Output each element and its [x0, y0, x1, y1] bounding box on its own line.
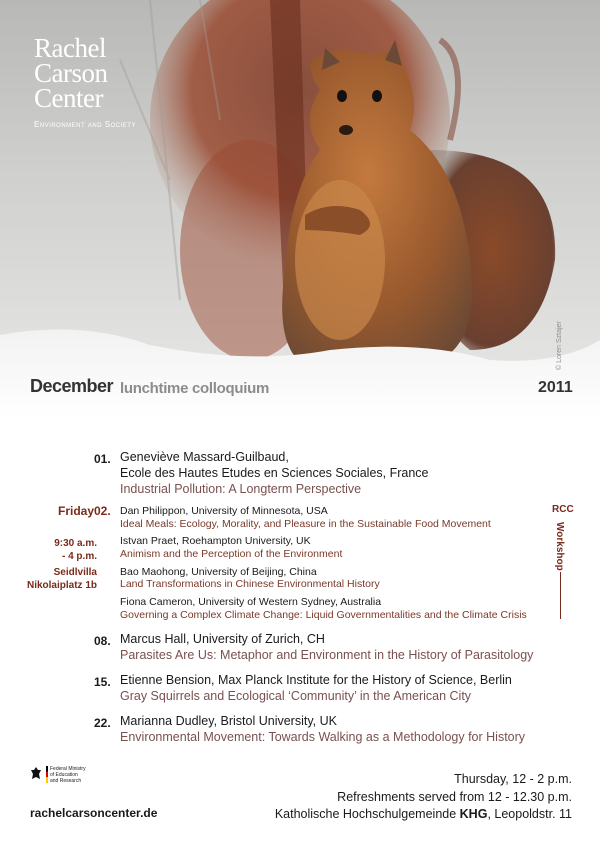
event-date: 22. [94, 716, 111, 730]
workshop-venue-address: Nikolaiplatz 1b [26, 580, 97, 591]
logo-line-3: Center [34, 83, 103, 113]
ministry-name [50, 766, 120, 784]
event-speaker: Etienne Bension, Max Planck Institute for the History of Science, Berlin [120, 673, 512, 687]
workshop-speaker: Istvan Praet, Roehampton University, UK [120, 535, 311, 547]
workshop-bracket-line [560, 572, 561, 619]
workshop-talk-title: Land Transformations in Chinese Environmental History [120, 578, 380, 590]
venue-address [275, 807, 572, 821]
workshop-date: 02. [94, 504, 111, 518]
workshop-talk-title: Ideal Meals: Ecology, Morality, and Pleasure in the Sustainable Food Movement [120, 518, 491, 530]
title-month: December [30, 376, 114, 396]
workshop-talk-title: Governing a Complex Climate Change: Liquid Governmentalities and the Climate Crisis [120, 609, 527, 621]
venue-suffix: , Leopoldstr. 11 [487, 807, 572, 821]
logo-subtitle: Environment and Society [34, 120, 136, 129]
workshop-speaker: Bao Maohong, University of Beijing, China [120, 566, 317, 578]
rcc-logo [34, 33, 136, 129]
ministry-line: Federal Ministry [50, 766, 86, 772]
ministry-line: and Research [50, 778, 82, 784]
workshop-speaker: Dan Philippon, University of Minnesota, USA [120, 505, 328, 517]
workshop-venue-name: Seidlvilla [53, 567, 97, 578]
workshop-talk-title: Animism and the Perception of the Environment [120, 548, 343, 560]
workshop-day: Friday [58, 504, 95, 518]
workshop-speaker: Fiona Cameron, University of Western Sydney, Australia [120, 596, 382, 608]
logo-line-2: Carson [34, 58, 108, 88]
website-link[interactable]: rachelcarsoncenter.de [30, 806, 158, 820]
photo-credit: © Loren Sztajer [556, 321, 563, 370]
event-speaker: Marianna Dudley, Bristol University, UK [120, 714, 337, 728]
hero-photo [0, 0, 600, 420]
german-flag-stripe [46, 766, 48, 783]
refreshments-info: Refreshments served from 12 - 12.30 p.m. [337, 790, 572, 804]
workshop-side-label: Workshop [554, 522, 565, 571]
event-speaker: Geneviève Massard-Guilbaud, [120, 450, 289, 464]
workshop-time-start: 9:30 a.m. [54, 538, 97, 549]
federal-eagle-icon [30, 766, 42, 782]
event-date: 01. [94, 452, 111, 466]
title-year: 2011 [538, 379, 573, 396]
event-date: 15. [94, 675, 111, 689]
venue-prefix: Katholische Hochschulgemeinde [274, 807, 460, 821]
event-speaker: Marcus Hall, University of Zurich, CH [120, 632, 325, 646]
event-talk-title: Parasites Are Us: Metaphor and Environment in the History of Parasitology [120, 648, 534, 662]
workshop-time-end: - 4 p.m. [61, 551, 97, 562]
event-talk-title: Gray Squirrels and Ecological ‘Community’ in the American City [120, 689, 472, 703]
venue-abbrev: KHG [459, 807, 488, 821]
title-series: lunchtime colloquium [120, 380, 270, 397]
logo-line-1: Rachel [34, 33, 106, 63]
event-affiliation: Ecole des Hautes Etudes en Sciences Sociales, France [120, 466, 429, 480]
ministry-line: of Education [50, 772, 78, 778]
event-time: Thursday, 12 - 2 p.m. [454, 772, 572, 786]
event-talk-title: Environmental Movement: Towards Walking as a Methodology for History [120, 730, 526, 744]
event-date: 08. [94, 634, 111, 648]
event-talk-title: Industrial Pollution: A Longterm Perspective [120, 482, 362, 496]
workshop-rcc-label: RCC [552, 504, 574, 515]
